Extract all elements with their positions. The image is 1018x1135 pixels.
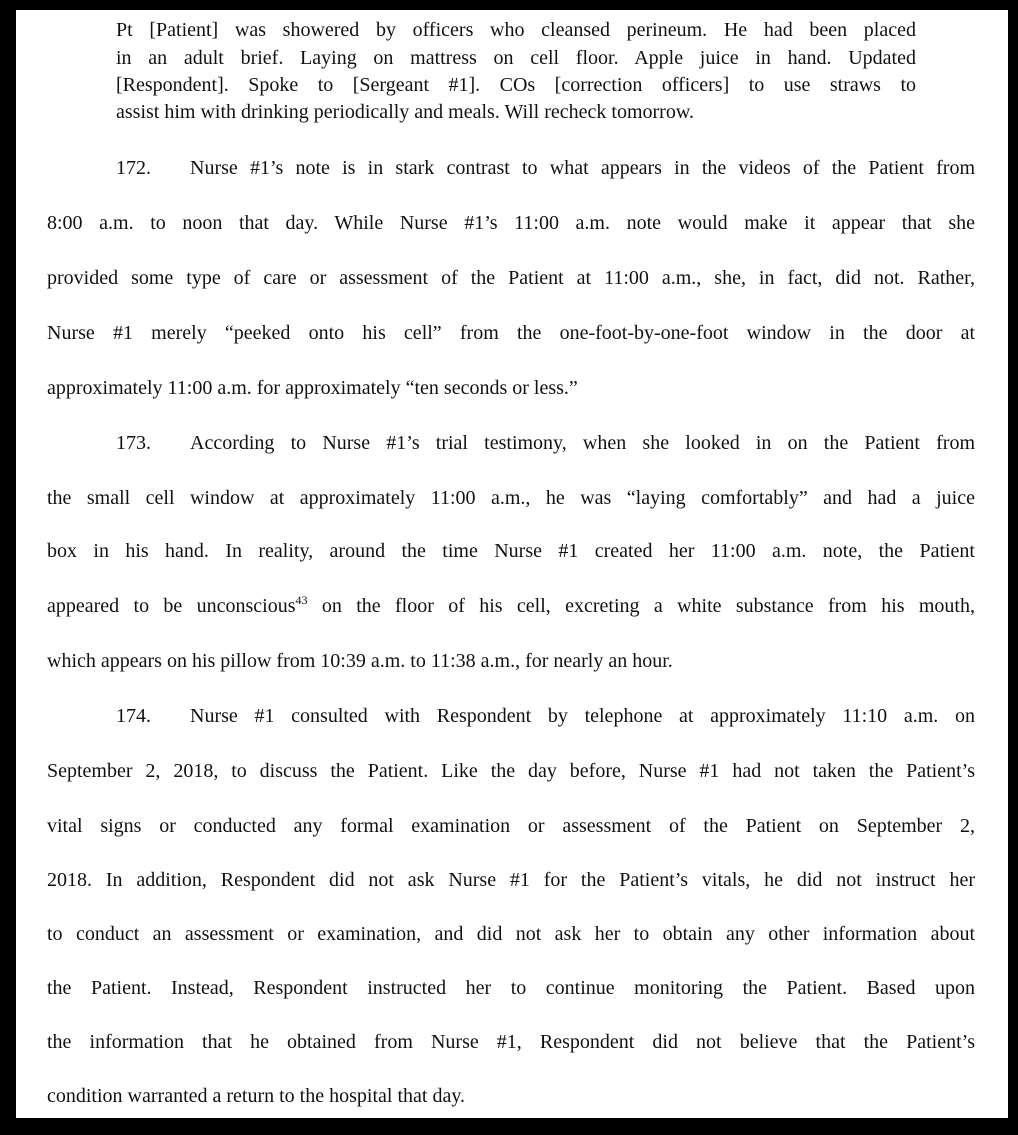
paragraph-line: the small cell window at approximately 11:00 a.m., he was “laying comfortably” and had a juice [47,487,975,509]
paragraph-line: 8:00 a.m. to noon that day. While Nurse #1’s 11:00 a.m. note would make it appear that she [47,212,975,234]
paragraph-line: Nurse #1’s note is in stark contrast to what appears in the videos of the Patient from [190,157,975,179]
paragraph-line: approximately 11:00 a.m. for approximately “ten seconds or less.” [47,377,578,399]
paragraph-line [47,594,975,618]
quote-line: Pt [Patient] was showered by officers who cleansed perineum. He had been placed [116,19,916,41]
paragraph-line: vital signs or conducted any formal examination or assessment of the Patient on September 2, [47,815,975,837]
quote-line: assist him with drinking periodically and meals. Will recheck tomorrow. [116,101,694,123]
paragraph-number: 173. [116,432,151,454]
document-page [16,10,1008,1118]
quote-line: [Respondent]. Spoke to [Sergeant #1]. COs [correction officers] to use straws to [116,74,916,96]
paragraph-line: Nurse #1 merely “peeked onto his cell” from the one-foot-by-one-foot window in the door at [47,322,975,344]
paragraph-number: 174. [116,705,151,727]
paragraph-line: the Patient. Instead, Respondent instructed her to continue monitoring the Patient. Based upon [47,977,975,999]
quote-line: in an adult brief. Laying on mattress on cell floor. Apple juice in hand. Updated [116,47,916,69]
paragraph-line: Nurse #1 consulted with Respondent by telephone at approximately 11:10 a.m. on [190,705,975,727]
footnote-reference[interactable]: 43 [295,593,308,607]
line-text: on the floor of his cell, excreting a white substance from his mouth, [307,595,975,617]
paragraph-line: condition warranted a return to the hospital that day. [47,1085,466,1107]
paragraph-line: According to Nurse #1’s trial testimony, when she looked in on the Patient from [190,432,975,454]
paragraph-number: 172. [116,157,151,179]
paragraph-line: which appears on his pillow from 10:39 a.m. to 11:38 a.m., for nearly an hour. [47,650,673,672]
paragraph-line: the information that he obtained from Nurse #1, Respondent did not believe that the Patient’s [47,1031,975,1053]
paragraph-line: to conduct an assessment or examination, and did not ask her to obtain any other information about [47,923,975,945]
paragraph-line: September 2, 2018, to discuss the Patient. Like the day before, Nurse #1 had not taken the Patient’s [47,760,975,782]
paragraph-line: 2018. In addition, Respondent did not ask Nurse #1 for the Patient’s vitals, he did not instruct her [47,869,975,891]
line-text: appeared to be unconscious [47,595,296,617]
paragraph-line: box in his hand. In reality, around the time Nurse #1 created her 11:00 a.m. note, the Patient [47,540,975,562]
paragraph-line: provided some type of care or assessment of the Patient at 11:00 a.m., she, in fact, did not. Rather, [47,267,975,289]
